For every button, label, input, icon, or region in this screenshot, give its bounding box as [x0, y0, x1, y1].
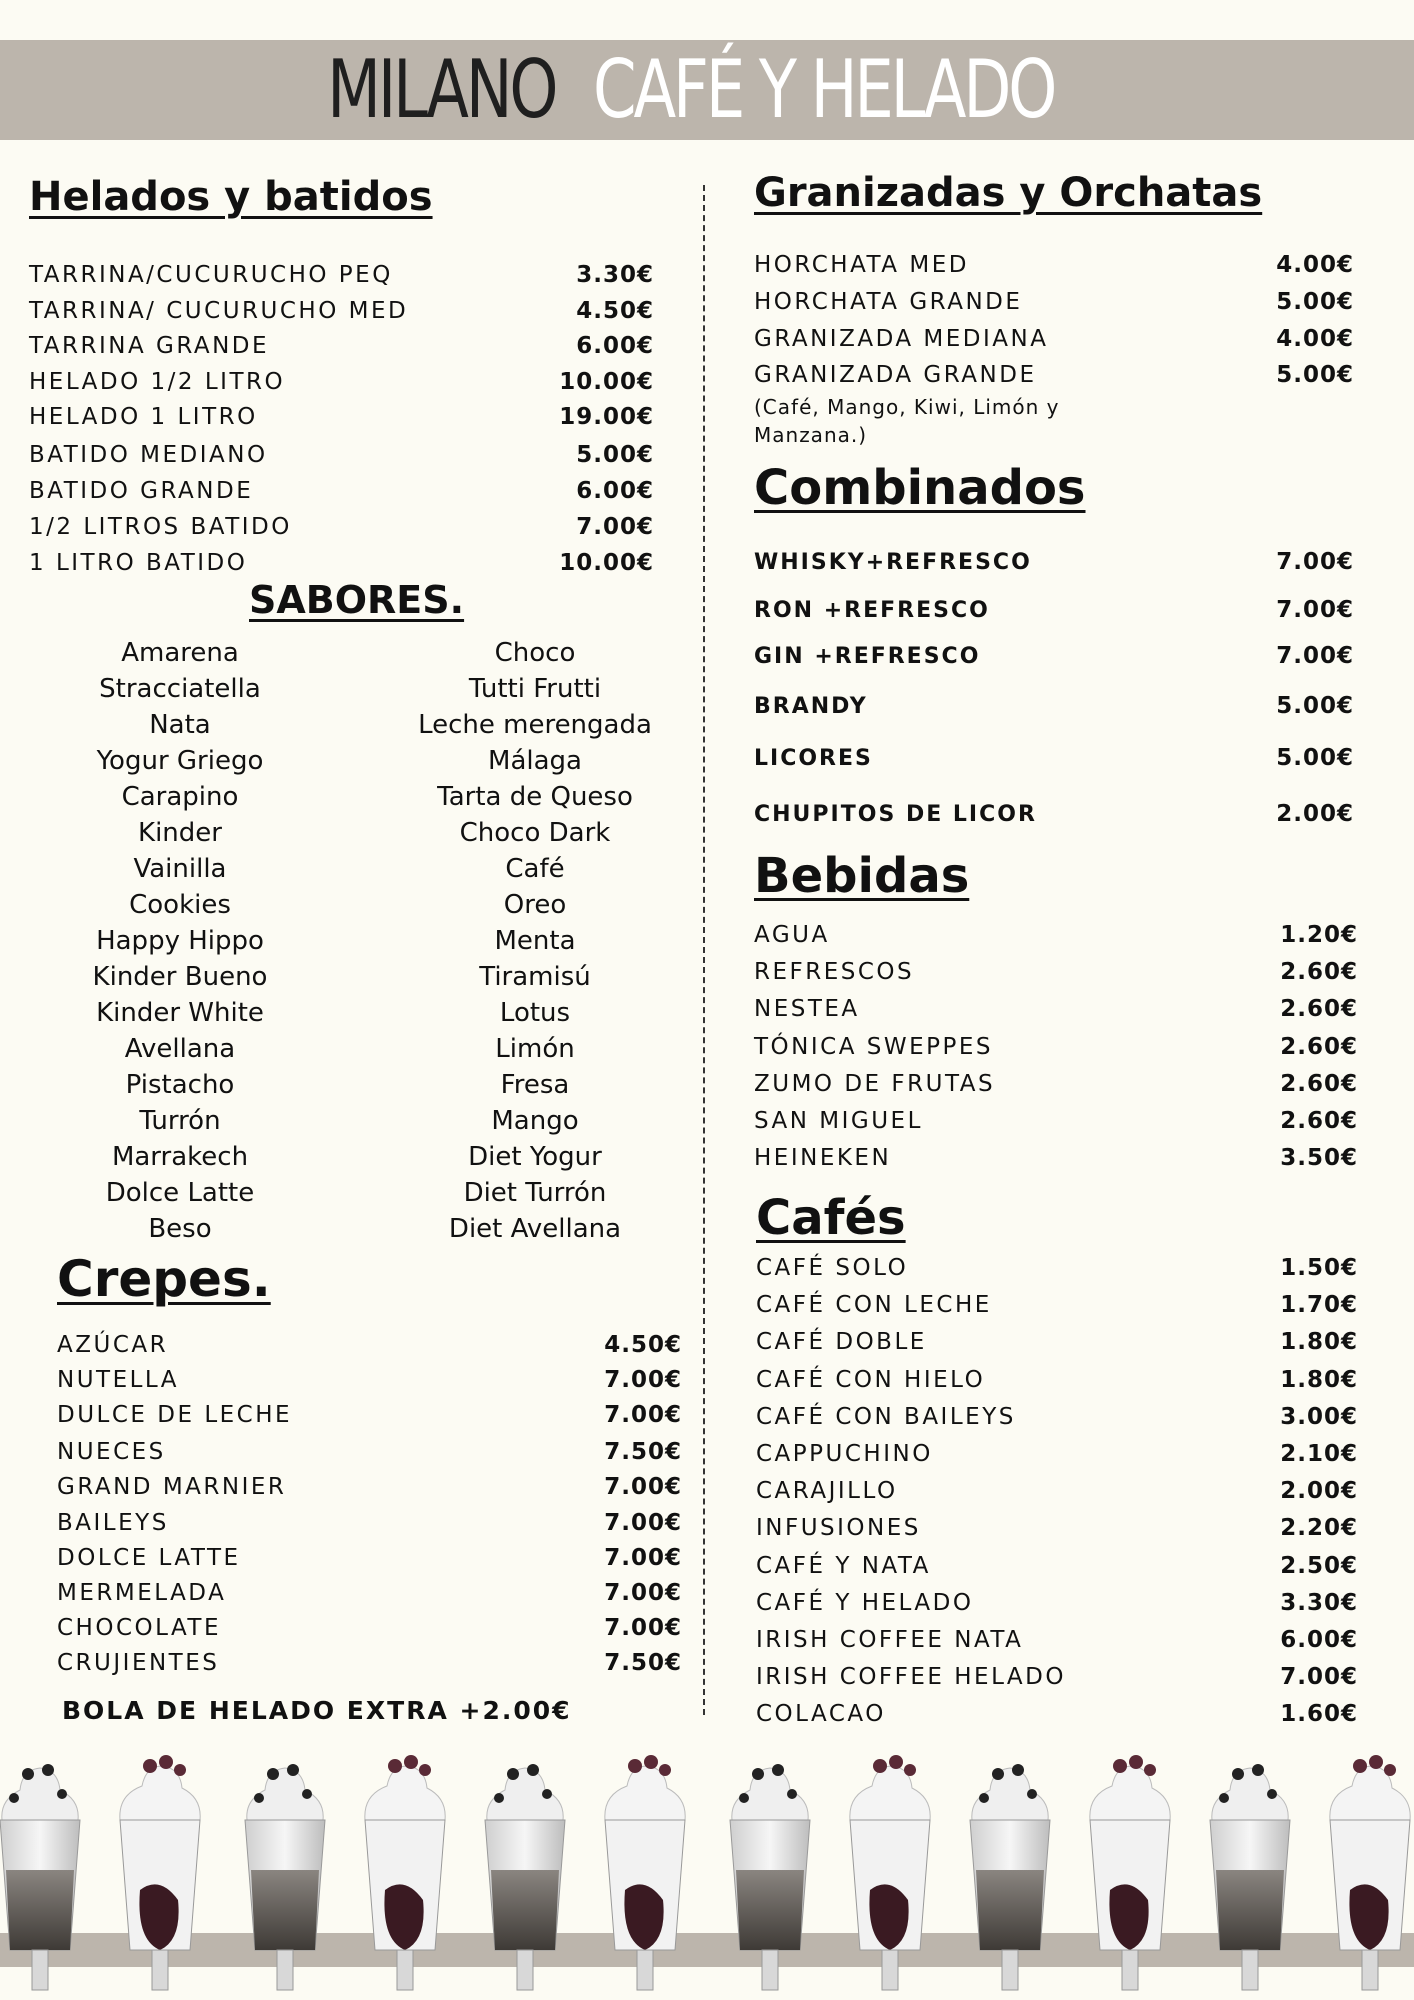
menu-item: GRAND MARNIER 7.00€	[57, 1474, 682, 1500]
flavor-item: Kinder White	[96, 998, 264, 1028]
helados-title: Helados y batidos	[29, 174, 433, 220]
sabores-title: SABORES.	[249, 578, 465, 622]
flavor-item: Pistacho	[125, 1070, 235, 1100]
flavor-item: Nata	[149, 710, 211, 740]
crepes-title: Crepes.	[57, 1250, 271, 1308]
flavor-item: Carapino	[121, 782, 239, 812]
menu-item: CHUPITOS DE LICOR 2.00€	[754, 801, 1354, 827]
granizada-flavors-note: (Café, Mango, Kiwi, Limón y Manzana.)	[754, 395, 1060, 447]
menu-item: HELADO 1/2 LITRO 10.00€	[29, 369, 654, 395]
menu-item: CAFÉ Y NATA 2.50€	[756, 1553, 1358, 1579]
menu-item: NUTELLA 7.00€	[57, 1367, 682, 1393]
menu-item: CAFÉ SOLO 1.50€	[756, 1255, 1358, 1281]
menu-item: NESTEA 2.60€	[754, 996, 1358, 1022]
menu-item: CAPPUCHINO 2.10€	[756, 1441, 1358, 1467]
flavor-item: Kinder	[138, 818, 222, 848]
menu-item: TÓNICA SWEPPES 2.60€	[754, 1034, 1358, 1060]
menu-item: REFRESCOS 2.60€	[754, 959, 1358, 985]
flavor-item: Málaga	[488, 746, 582, 776]
flavor-item: Menta	[494, 926, 576, 956]
flavor-item: Dolce Latte	[105, 1178, 255, 1208]
flavor-item: Turrón	[139, 1106, 221, 1136]
menu-item: WHISKY+REFRESCO 7.00€	[754, 549, 1354, 575]
flavor-item: Yogur Griego	[96, 746, 264, 776]
menu-item: AGUA 1.20€	[754, 922, 1358, 948]
ice-cream-glasses-decoration	[0, 1755, 1414, 2000]
menu-item: HEINEKEN 3.50€	[754, 1145, 1358, 1171]
flavor-item: Stracciatella	[99, 674, 261, 704]
flavors-column-1	[0, 635, 360, 1247]
menu-item: GRANIZADA GRANDE 5.00€	[754, 362, 1354, 388]
bebidas-title: Bebidas	[754, 848, 970, 904]
menu-item: CHOCOLATE 7.00€	[57, 1615, 682, 1641]
menu-item: AZÚCAR 4.50€	[57, 1332, 682, 1358]
menu-item: COLACAO 1.60€	[756, 1701, 1358, 1727]
menu-item: TARRINA/CUCURUCHO PEQ 3.30€	[29, 262, 654, 288]
menu-item: NUECES 7.50€	[57, 1439, 682, 1465]
flavor-item: Diet Avellana	[448, 1214, 622, 1244]
flavor-item: Oreo	[503, 890, 567, 920]
menu-item: TARRINA/ CUCURUCHO MED 4.50€	[29, 298, 654, 324]
flavor-item: Happy Hippo	[96, 926, 264, 956]
menu-item: 1 LITRO BATIDO 10.00€	[29, 550, 654, 576]
flavor-item: Mango	[491, 1106, 579, 1136]
menu-item: GRANIZADA MEDIANA 4.00€	[754, 326, 1354, 352]
extra-scoop: BOLA DE HELADO EXTRA +2.00€	[62, 1696, 572, 1725]
menu-item: DOLCE LATTE 7.00€	[57, 1545, 682, 1571]
menu-item: BRANDY 5.00€	[754, 693, 1354, 719]
flavor-item: Amarena	[121, 638, 239, 668]
flavor-item: Cookies	[129, 890, 231, 920]
menu-item: BATIDO GRANDE 6.00€	[29, 478, 654, 504]
menu-item: HELADO 1 LITRO 19.00€	[29, 404, 654, 430]
menu-item: CARAJILLO 2.00€	[756, 1478, 1358, 1504]
menu-item: LICORES 5.00€	[754, 745, 1354, 771]
flavor-item: Limón	[495, 1034, 575, 1064]
flavor-item: Choco	[494, 638, 576, 668]
menu-item: BATIDO MEDIANO 5.00€	[29, 442, 654, 468]
flavor-item: Marrakech	[111, 1142, 249, 1172]
flavor-item: Leche merengada	[418, 710, 652, 740]
menu-item: DULCE DE LECHE 7.00€	[57, 1402, 682, 1428]
combinados-title: Combinados	[754, 460, 1086, 516]
menu-item: CAFÉ CON BAILEYS 3.00€	[756, 1404, 1358, 1430]
title-milano: MILANO	[327, 43, 556, 136]
menu-item: BAILEYS 7.00€	[57, 1510, 682, 1536]
menu-item: HORCHATA MED 4.00€	[754, 252, 1354, 278]
menu-item: IRISH COFFEE NATA 6.00€	[756, 1627, 1358, 1653]
flavor-item: Fresa	[500, 1070, 570, 1100]
granizadas-title: Granizadas y Orchatas	[754, 170, 1263, 216]
flavor-item: Tutti Frutti	[468, 674, 602, 704]
menu-item: CRUJIENTES 7.50€	[57, 1650, 682, 1676]
menu-item: CAFÉ DOBLE 1.80€	[756, 1329, 1358, 1355]
title-cafe-y-helado: CAFÉ Y HELADO	[592, 43, 1054, 136]
menu-item: RON +REFRESCO 7.00€	[754, 597, 1354, 623]
menu-item: INFUSIONES 2.20€	[756, 1515, 1358, 1541]
flavor-item: Tarta de Queso	[437, 782, 633, 812]
flavor-item: Café	[505, 854, 565, 884]
menu-item: SAN MIGUEL 2.60€	[754, 1108, 1358, 1134]
flavor-item: Kinder Bueno	[92, 962, 268, 992]
menu-item: TARRINA GRANDE 6.00€	[29, 333, 654, 359]
menu-item: GIN +REFRESCO 7.00€	[754, 643, 1354, 669]
menu-item: IRISH COFFEE HELADO 7.00€	[756, 1664, 1358, 1690]
menu-item: MERMELADA 7.00€	[57, 1580, 682, 1606]
flavor-item: Avellana	[124, 1034, 236, 1064]
flavor-item: Beso	[148, 1214, 212, 1244]
menu-item: ZUMO DE FRUTAS 2.60€	[754, 1071, 1358, 1097]
menu-item: CAFÉ Y HELADO 3.30€	[756, 1590, 1358, 1616]
flavor-item: Diet Yogur	[468, 1142, 602, 1172]
flavor-item: Choco Dark	[459, 818, 611, 848]
header-banner	[0, 40, 1414, 140]
flavor-item: Lotus	[499, 998, 571, 1028]
menu-item: CAFÉ CON HIELO 1.80€	[756, 1367, 1358, 1393]
menu-item: CAFÉ CON LECHE 1.70€	[756, 1292, 1358, 1318]
flavor-item: Tiramisú	[479, 962, 591, 992]
menu-item: 1/2 LITROS BATIDO 7.00€	[29, 514, 654, 540]
flavor-item: Vainilla	[133, 854, 227, 884]
cafes-title: Cafés	[756, 1190, 906, 1246]
flavors-column-2	[355, 635, 715, 1247]
menu-item: HORCHATA GRANDE 5.00€	[754, 289, 1354, 315]
flavor-item: Diet Turrón	[463, 1178, 607, 1208]
